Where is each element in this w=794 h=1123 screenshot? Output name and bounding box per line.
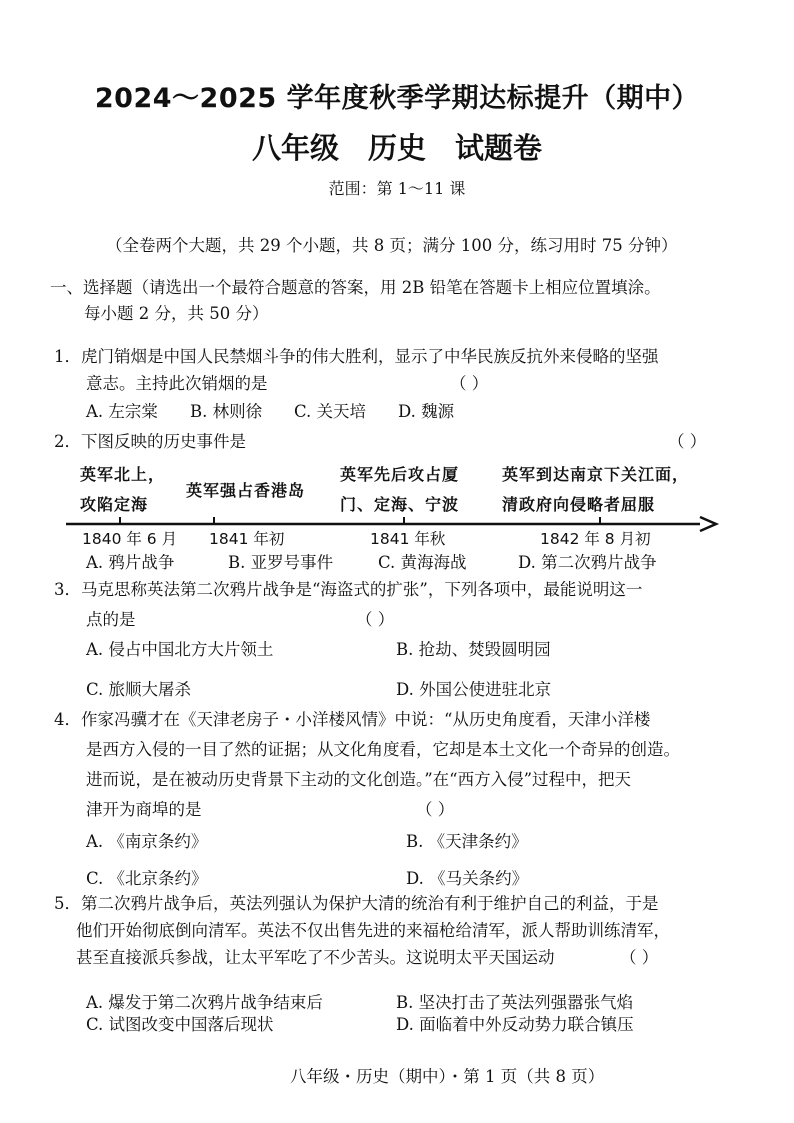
timeline-date-1: 1840 年 6 月	[82, 530, 178, 548]
q5-line1: 5．第二次鸦片战争后，英法列强认为保护大清的统治有利于维护自己的利益，于是	[54, 894, 659, 913]
timeline-event-2: 英军强占香港岛	[186, 481, 306, 500]
q4-option-a[interactable]: A. 《南京条约》	[86, 832, 208, 851]
exam-title: 2024～2025 学年度秋季学期达标提升（期中）	[94, 83, 700, 114]
q5-option-c[interactable]: C. 试图改变中国落后现状	[86, 1015, 274, 1034]
q5-option-d[interactable]: D. 面临着中外反动势力联合镇压	[396, 1015, 634, 1034]
q5-line3: 甚至直接派兵参战，让太平军吃了不少苦头。这说明太平天国运动	[76, 948, 555, 967]
q3-option-a[interactable]: A. 侵占中国北方大片领土	[86, 640, 274, 659]
timeline-date-3: 1841 年秋	[370, 530, 446, 548]
q4-line2: 是西方入侵的一目了然的证据；从文化角度看，它却是本土文化一个奇异的创造。	[86, 740, 680, 759]
q3-option-c[interactable]: C. 旅顺大屠杀	[86, 680, 192, 699]
page-footer: 八年级・历史（期中）・第 1 页（共 8 页）	[290, 1067, 605, 1086]
q5-line2: 他们开始彻底倒向清军。英法不仅出售先进的来福枪给清军，派人帮助训练清军，	[76, 921, 670, 940]
q5-option-a[interactable]: A. 爆发于第二次鸦片战争结束后	[86, 993, 323, 1012]
timeline-event-1-line1: 英军北上，	[80, 465, 166, 484]
section-heading-line2: 每小题 2 分，共 50 分）	[84, 304, 269, 323]
q5-answer-paren: （ ）	[620, 948, 659, 967]
q4-line3: 进而说，是在被动历史背景下主动的文化创造。”在“西方入侵”过程中，把天	[86, 770, 632, 789]
q5-option-b[interactable]: B. 坚决打击了英法列强嚣张气焰	[396, 993, 634, 1012]
q3-answer-paren: （ ）	[356, 610, 395, 629]
exam-range: 范围：第 1～11 课	[328, 179, 466, 198]
timeline-date-2: 1841 年初	[209, 530, 285, 548]
q3-line1: 3．马克思称英法第二次鸦片战争是“海盗式的扩张”，下列各项中，最能说明这一	[54, 580, 643, 599]
q1-option-a[interactable]: A. 左宗棠	[86, 402, 158, 421]
q4-answer-paren: （ ）	[416, 800, 455, 819]
q4-line4: 津开为商埠的是	[86, 800, 202, 819]
q4-option-d[interactable]: D. 《马关条约》	[406, 869, 529, 888]
q1-option-b[interactable]: B. 林则徐	[190, 402, 263, 421]
timeline-date-4: 1842 年 8 月初	[540, 530, 651, 548]
exam-note: （全卷两个大题，共 29 个小题，共 8 页；满分 100 分，练习用时 75 分钟）	[106, 236, 678, 255]
timeline-event-4-line1: 英军到达南京下关江面，	[502, 465, 690, 484]
q1-option-d[interactable]: D. 魏源	[398, 402, 455, 421]
q1-answer-paren: （ ）	[450, 374, 489, 393]
timeline-event-1-line2: 攻陷定海	[80, 495, 149, 514]
q4-line1: 4．作家冯骥才在《天津老房子・小洋楼风情》中说：“从历史角度看，天津小洋楼	[54, 710, 651, 729]
timeline-event-3-line2: 门、定海、宁波	[340, 495, 460, 514]
q2-line1: 2．下图反映的历史事件是	[54, 432, 246, 451]
timeline-event-4-line2: 清政府向侵略者屈服	[502, 495, 656, 514]
q2-option-d[interactable]: D. 第二次鸦片战争	[518, 553, 657, 572]
q2-option-a[interactable]: A. 鸦片战争	[86, 553, 175, 572]
q1-option-c[interactable]: C. 关天培	[294, 402, 367, 421]
q1-line1: 1．虎门销烟是中国人民禁烟斗争的伟大胜利，显示了中华民族反抗外来侵略的坚强	[54, 347, 659, 366]
exam-subtitle: 八年级 历史 试题卷	[251, 131, 542, 165]
q2-answer-paren: （ ）	[668, 432, 707, 451]
q3-option-d[interactable]: D. 外国公使进驻北京	[396, 680, 552, 699]
q3-line2: 点的是	[86, 610, 136, 629]
q2-option-b[interactable]: B. 亚罗号事件	[228, 553, 334, 572]
timeline-event-3-line1: 英军先后攻占厦	[340, 465, 460, 484]
section-heading: 一、选择题（请选出一个最符合题意的答案，用 2B 铅笔在答题卡上相应位置填涂。	[50, 278, 661, 297]
q4-option-b[interactable]: B. 《天津条约》	[406, 832, 528, 851]
q2-option-c[interactable]: C. 黄海海战	[378, 553, 467, 572]
q3-option-b[interactable]: B. 抢劫、焚毁圆明园	[396, 640, 551, 659]
q4-option-c[interactable]: C. 《北京条约》	[86, 869, 208, 888]
q1-line2: 意志。主持此次销烟的是	[86, 374, 268, 393]
